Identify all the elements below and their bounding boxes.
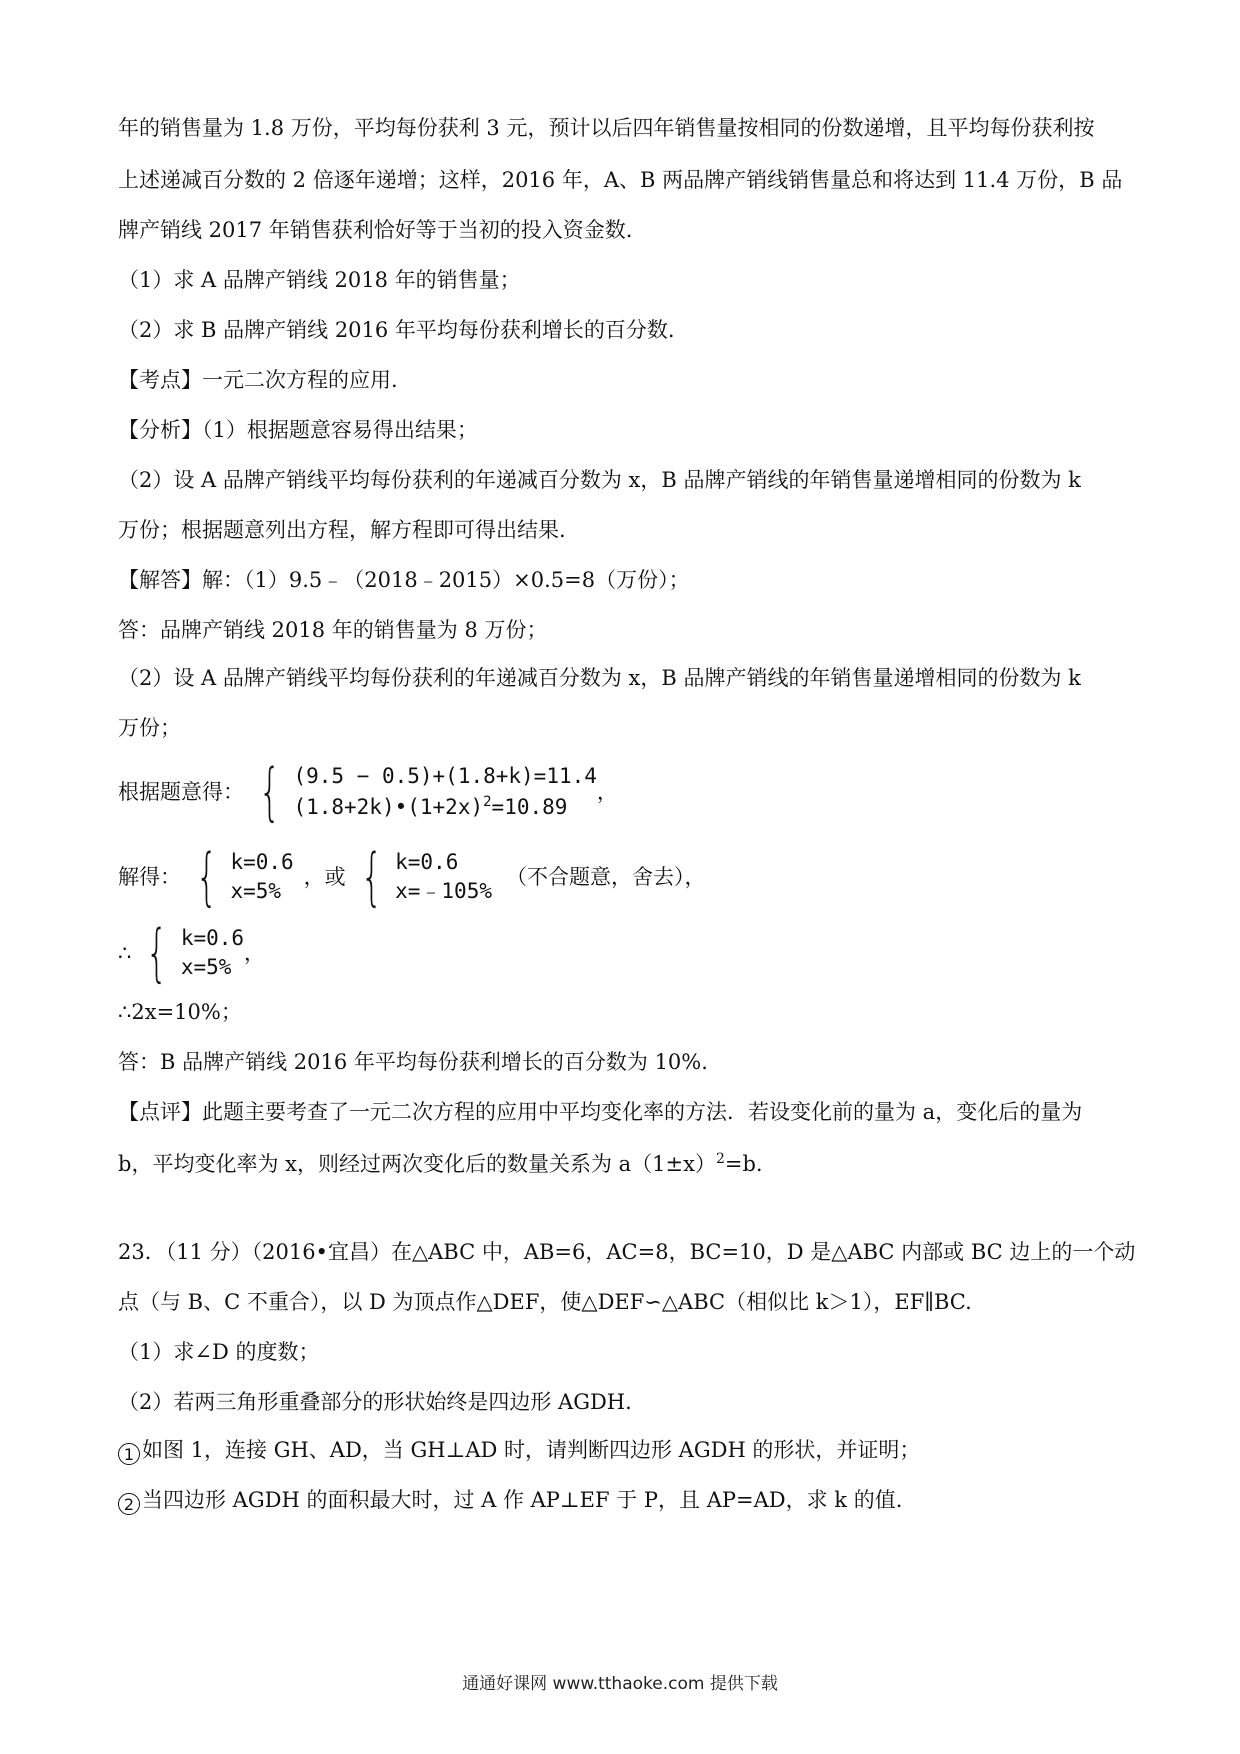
q23-text-line-2: 点（与 B、C 不重合），以 D 为顶点作△DEF，使△DEF∽△ABC（相似比 k＞1），EF∥BC. <box>118 1290 972 1314</box>
solution-2-x: x=﹣105% <box>395 879 492 903</box>
equation-suffix: ， <box>596 779 618 804</box>
left-brace: { <box>195 840 218 914</box>
equation-row-2-rhs: =10.89 <box>491 795 568 819</box>
q22-jieda-1: 【解答】解：（1）9.5﹣（2018﹣2015）×0.5=8（万份）； <box>118 568 690 592</box>
q22-text-line-2: 上述递减百分数的 2 倍逐年递增；这样，2016 年，A、B 两品牌产销线销售量总和将达到 11.4 万份，B 品 <box>118 168 1123 192</box>
therefore-x: x=5% <box>180 955 232 979</box>
equation-row-2-base: (1.8+2k)•(1+2x) <box>293 795 484 819</box>
solution-2 <box>395 852 492 902</box>
circled-number-1: 1 <box>118 1443 140 1465</box>
q22-fenxi-1: 【分析】（1）根据题意容易得出结果； <box>118 418 478 442</box>
dianping-2-exponent: 2 <box>715 1151 725 1167</box>
equation-row-2 <box>293 795 596 818</box>
q22-fenxi-2b: 万份；根据题意列出方程，解方程即可得出结果. <box>118 518 566 542</box>
circled-number-2: 2 <box>118 1493 140 1515</box>
solution-line <box>118 842 705 912</box>
q23-subquestion-2: （2）若两三角形重叠部分的形状始终是四边形 AGDH. <box>118 1390 632 1414</box>
dianping-2-text: b，平均变化率为 x，则经过两次变化后的数量关系为 a（1±x） <box>118 1152 716 1176</box>
therefore-symbol: ∴ <box>118 940 132 965</box>
q22-fenxi-2a: （2）设 A 品牌产销线平均每份获利的年递减百分数为 x，B 品牌产销线的年销售量递增相同的份数为 k <box>118 468 1081 492</box>
page-footer: 通通好课网 www.tthaoke.com 提供下载 <box>462 1674 778 1694</box>
q22-text-line-3: 牌产销线 2017 年销售获利恰好等于当初的投入资金数. <box>118 218 633 242</box>
solution-2-k: k=0.6 <box>395 850 459 874</box>
q23-item-2-text: 当四边形 AGDH 的面积最大时，过 A 作 AP⊥EF 于 P，且 AP=AD，求 k 的值. <box>142 1488 903 1512</box>
therefore-line-1 <box>118 918 265 988</box>
q22-answer-2: 答：B 品牌产销线 2016 年平均每份获利增长的百分数为 10%. <box>118 1050 708 1074</box>
therefore-suffix: ， <box>244 940 266 965</box>
solution-note: （不合题意，舍去）， <box>505 864 706 889</box>
q23-item-2 <box>118 1490 902 1515</box>
q22-jieda-2a: （2）设 A 品牌产销线平均每份获利的年递减百分数为 x，B 品牌产销线的年销售量递增相同的份数为 k <box>118 666 1081 690</box>
q22-answer-1: 答：品牌产销线 2018 年的销售量为 8 万份； <box>118 618 548 642</box>
solution-1 <box>230 852 293 902</box>
q22-subquestion-2: （2）求 B 品牌产销线 2016 年平均每份获利增长的百分数. <box>118 318 675 342</box>
q23-text-line-1: 23．（11 分）（2016•宜昌）在△ABC 中，AB=6，AC=8，BC=10，D 是△ABC 内部或 BC 边上的一个动 <box>118 1240 1136 1264</box>
q23-item-1 <box>118 1440 920 1465</box>
therefore-solution <box>181 928 244 978</box>
equation-rows <box>293 766 596 818</box>
equation-prefix: 根据题意得： <box>118 779 244 804</box>
q23-item-1-text: 如图 1，连接 GH、AD，当 GH⊥AD 时，请判断四边形 AGDH 的形状，并证明； <box>142 1438 921 1462</box>
q22-subquestion-1: （1）求 A 品牌产销线 2018 年的销售量； <box>118 268 521 292</box>
equation-system <box>118 752 618 832</box>
left-brace: { <box>258 755 281 829</box>
left-brace: { <box>360 840 383 914</box>
q22-kaodian: 【考点】一元二次方程的应用. <box>118 368 398 392</box>
solution-prefix: 解得： <box>118 864 181 889</box>
solution-1-x: x=5% <box>230 879 282 903</box>
q22-text-line-1: 年的销售量为 1.8 万份，平均每份获利 3 元，预计以后四年销售量按相同的份数递增，且平均每份获利按 <box>118 116 1095 140</box>
left-brace: { <box>146 916 168 990</box>
solution-1-k: k=0.6 <box>230 850 294 874</box>
equation-row-1: (9.5 − 0.5)+(1.8+k)=11.4 <box>293 764 597 788</box>
q22-dianping-1: 【点评】此题主要考查了一元二次方程的应用中平均变化率的方法．若设变化前的量为 a，变化后的量为 <box>118 1100 1083 1124</box>
therefore-k: k=0.6 <box>180 926 245 950</box>
q22-dianping-2 <box>118 1152 763 1175</box>
solution-or: ，或 <box>303 864 346 889</box>
q23-subquestion-1: （1）求∠D 的度数； <box>118 1340 320 1364</box>
dianping-2-end: =b. <box>724 1152 763 1176</box>
q22-jieda-2b: 万份； <box>118 716 181 740</box>
therefore-line-2: ∴2x=10%； <box>118 1000 242 1024</box>
equation-row-2-exponent: 2 <box>483 794 492 810</box>
